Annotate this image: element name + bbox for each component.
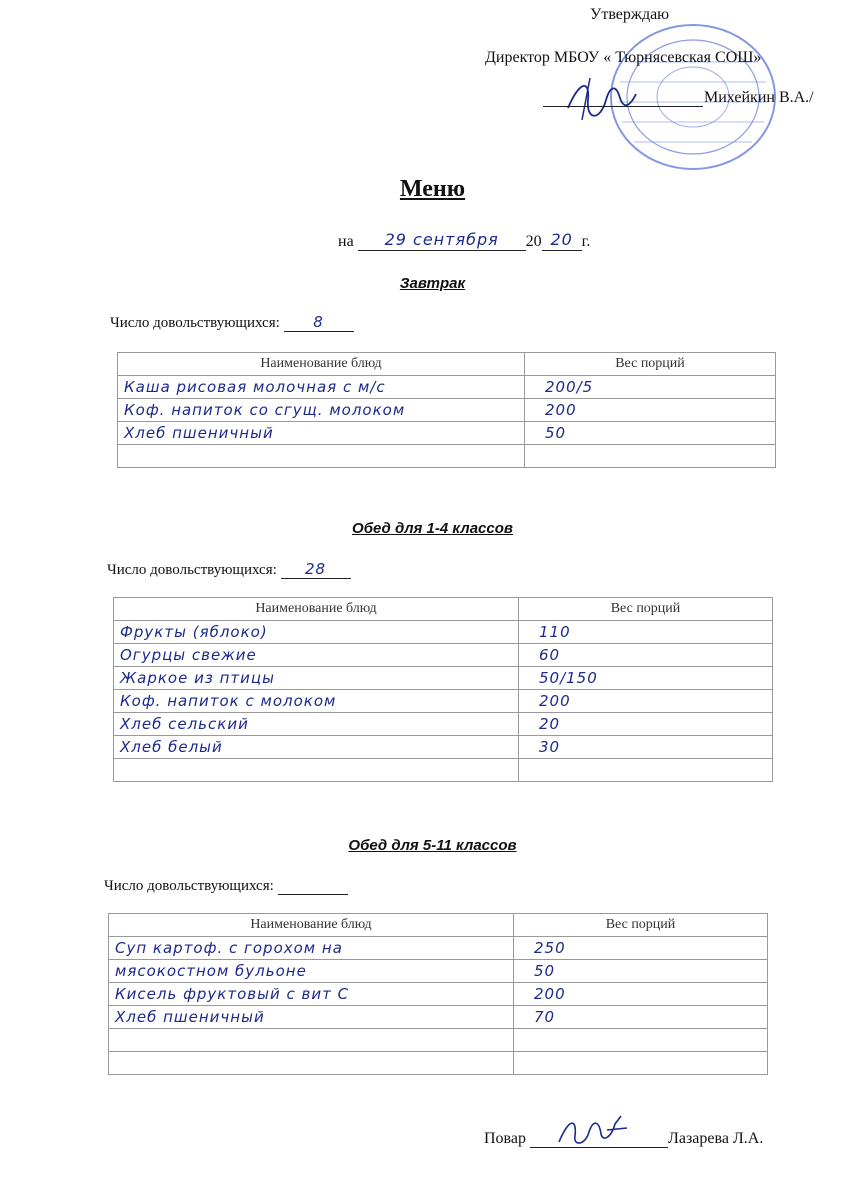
weight-cell: 200 <box>514 983 768 1006</box>
count-value: 28 <box>281 560 351 579</box>
dish-cell: Хлеб сельский <box>114 713 519 736</box>
table-row <box>118 376 776 399</box>
dish-cell: Хлеб пшеничный <box>109 1006 514 1029</box>
weight-cell: 200 <box>525 399 776 422</box>
col-dish: Наименование блюд <box>109 914 514 937</box>
count-label: Число довольствующихся: <box>104 878 274 894</box>
weight-cell <box>525 445 776 468</box>
table-row <box>114 713 773 736</box>
weight-cell: 30 <box>519 736 773 759</box>
cook-label: Повар <box>484 1130 526 1147</box>
weight-cell: 70 <box>514 1006 768 1029</box>
table-row <box>118 445 776 468</box>
director-name: Михейкин В.А./ <box>704 89 814 106</box>
weight-cell <box>519 759 773 782</box>
dish-cell: Огурцы свежие <box>114 644 519 667</box>
count-row-lunch-5-11 <box>104 876 348 895</box>
dish-cell: Коф. напиток с молоком <box>114 690 519 713</box>
table-row <box>114 690 773 713</box>
col-weight: Вес порций <box>514 914 768 937</box>
weight-cell: 50 <box>525 422 776 445</box>
dish-cell: Каша рисовая молочная с м/с <box>118 376 525 399</box>
dish-cell: Хлеб пшеничный <box>118 422 525 445</box>
dish-cell <box>114 759 519 782</box>
dish-cell <box>118 445 525 468</box>
director-title: Директор МБОУ « Тюрнясевская СОШ» <box>485 49 762 66</box>
date-row <box>338 230 590 251</box>
menu-table-lunch-1-4 <box>113 597 773 782</box>
cook-row <box>484 1127 763 1148</box>
count-label: Число довольствующихся: <box>107 562 277 578</box>
dish-cell <box>109 1029 514 1052</box>
signature-line <box>543 106 703 107</box>
count-label: Число довольствующихся: <box>110 315 280 331</box>
section-title-breakfast: Завтрак <box>399 275 466 292</box>
table-header <box>109 914 768 937</box>
table-row <box>109 960 768 983</box>
count-value <box>278 876 348 895</box>
director-signature <box>560 70 640 130</box>
table-row <box>109 1029 768 1052</box>
dish-cell: мясокостном бульоне <box>109 960 514 983</box>
weight-cell: 50 <box>514 960 768 983</box>
table-row <box>109 983 768 1006</box>
dish-cell: Суп картоф. с горохом на <box>109 937 514 960</box>
dish-cell <box>109 1052 514 1075</box>
approve-title: Утверждаю <box>590 6 670 23</box>
weight-cell: 200 <box>519 690 773 713</box>
col-weight: Вес порций <box>525 353 776 376</box>
table-row <box>114 621 773 644</box>
weight-cell: 200/5 <box>525 376 776 399</box>
table-row <box>118 399 776 422</box>
table-row <box>114 759 773 782</box>
section-title-lunch-1-4: Обед для 1-4 классов <box>352 520 513 537</box>
weight-cell: 60 <box>519 644 773 667</box>
col-dish: Наименование блюд <box>118 353 525 376</box>
table-row <box>109 1052 768 1075</box>
dish-cell: Кисель фруктовый с вит С <box>109 983 514 1006</box>
section-title-lunch-5-11: Обед для 5-11 классов <box>348 837 517 854</box>
count-value: 8 <box>284 313 354 332</box>
weight-cell <box>514 1052 768 1075</box>
table-row <box>114 667 773 690</box>
cook-name: Лазарева Л.А. <box>668 1130 764 1147</box>
menu-title: Меню <box>399 176 466 202</box>
count-row-lunch-1-4 <box>107 560 351 579</box>
dish-cell: Хлеб белый <box>114 736 519 759</box>
weight-cell: 20 <box>519 713 773 736</box>
date-prefix: на <box>338 233 354 250</box>
date-suffix: г. <box>581 233 591 250</box>
table-header <box>114 598 773 621</box>
col-dish: Наименование блюд <box>114 598 519 621</box>
menu-table-lunch-5-11 <box>108 913 768 1075</box>
table-row <box>118 422 776 445</box>
menu-table-breakfast <box>117 352 776 468</box>
weight-cell: 110 <box>519 621 773 644</box>
dish-cell: Жаркое из птицы <box>114 667 519 690</box>
date-year-prefix: 20 <box>525 233 542 250</box>
table-row <box>114 736 773 759</box>
col-weight: Вес порций <box>519 598 773 621</box>
table-row <box>109 1006 768 1029</box>
dish-cell: Коф. напиток со сгущ. молоком <box>118 399 525 422</box>
weight-cell: 250 <box>514 937 768 960</box>
table-row <box>109 937 768 960</box>
cook-signature-line <box>530 1127 668 1148</box>
table-header <box>118 353 776 376</box>
weight-cell <box>514 1029 768 1052</box>
date-year: 20 <box>542 230 582 251</box>
weight-cell: 50/150 <box>519 667 773 690</box>
dish-cell: Фрукты (яблоко) <box>114 621 519 644</box>
count-row-breakfast <box>110 313 354 332</box>
date-day-month: 29 сентября <box>358 230 526 251</box>
table-row <box>114 644 773 667</box>
